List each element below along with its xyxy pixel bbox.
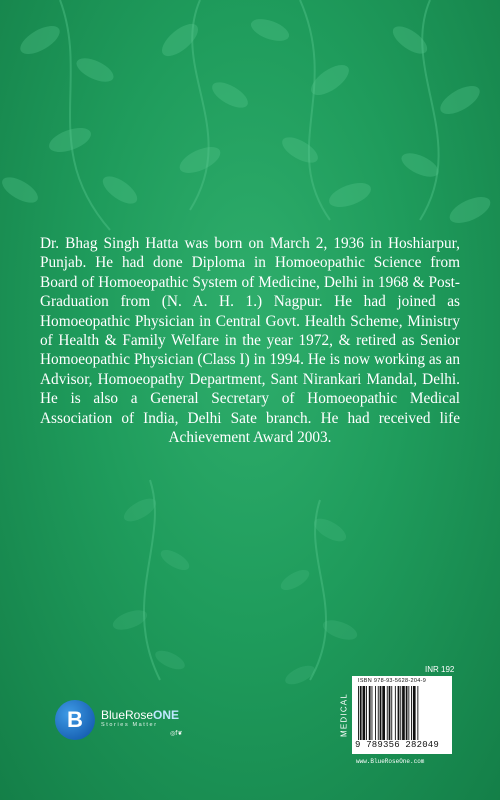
isbn-label: ISBN 978-93-5628-204-9 [358, 678, 427, 684]
barcode-bar [380, 686, 382, 740]
barcode-bar [417, 686, 418, 740]
barcode-bar [413, 686, 416, 740]
bluerose-logo-icon: B [55, 700, 95, 740]
publisher-name-main: BlueRose [101, 708, 154, 722]
publisher-name-suffix: ONE [153, 708, 180, 722]
barcode-bar [372, 686, 373, 740]
barcode-bar [369, 686, 371, 740]
barcode-bar [402, 686, 405, 740]
barcode-bar [408, 686, 409, 740]
barcode-bar [406, 686, 408, 740]
publisher-tagline: Stories Matter [101, 722, 158, 728]
barcode-bar [360, 686, 362, 740]
barcode-bar [375, 686, 376, 740]
category-label: MEDICAL [339, 693, 349, 737]
barcode-bar [400, 686, 401, 740]
isbn-number: 9 789356 282049 [355, 740, 440, 750]
barcode-bar [395, 686, 396, 740]
barcode-bar [382, 686, 385, 740]
barcode-bars [358, 686, 446, 740]
publisher-logo [55, 700, 205, 744]
barcode-bar [389, 686, 391, 740]
barcode-bar [378, 686, 379, 740]
barcode-bar [358, 686, 359, 740]
barcode-bar [366, 686, 367, 740]
author-bio: Dr. Bhag Singh Hatta was born on March 2, 1936 in Hoshiarpur, Punjab. He had done Diploma in Homoeopathic Science from Board of Homoeopathic System of Medicine, Delhi in 1968 & Post-Graduation from (N. A. H. 1.) Nagpur. He had joined as Homoeopathic Physician in Central Govt. Health Scheme, Ministry of Health & Family Welfare in the year 1972, & retired as Senior Homoeopathic Physician (Class I) in 1994. He is now working as an Advisor, Homoeopathy Department, Sant Nirankari Mandal, Delhi. He is also a General Secretary of Homoeopathic Medical Association of India, Delhi Sate branch. He had received life Achievement Award 2003. [40, 235, 460, 447]
barcode-bar [363, 686, 366, 740]
barcode-bar [387, 686, 388, 740]
publisher-website: www.BlueRoseOne.com [356, 758, 425, 765]
social-icons: ◎f❦ [170, 730, 183, 737]
isbn-barcode [352, 676, 452, 754]
barcode-bar [391, 686, 392, 740]
price-label: INR 192 [425, 665, 455, 674]
barcode-bar [411, 686, 412, 740]
publisher-name [101, 708, 179, 722]
barcode-bar [398, 686, 400, 740]
